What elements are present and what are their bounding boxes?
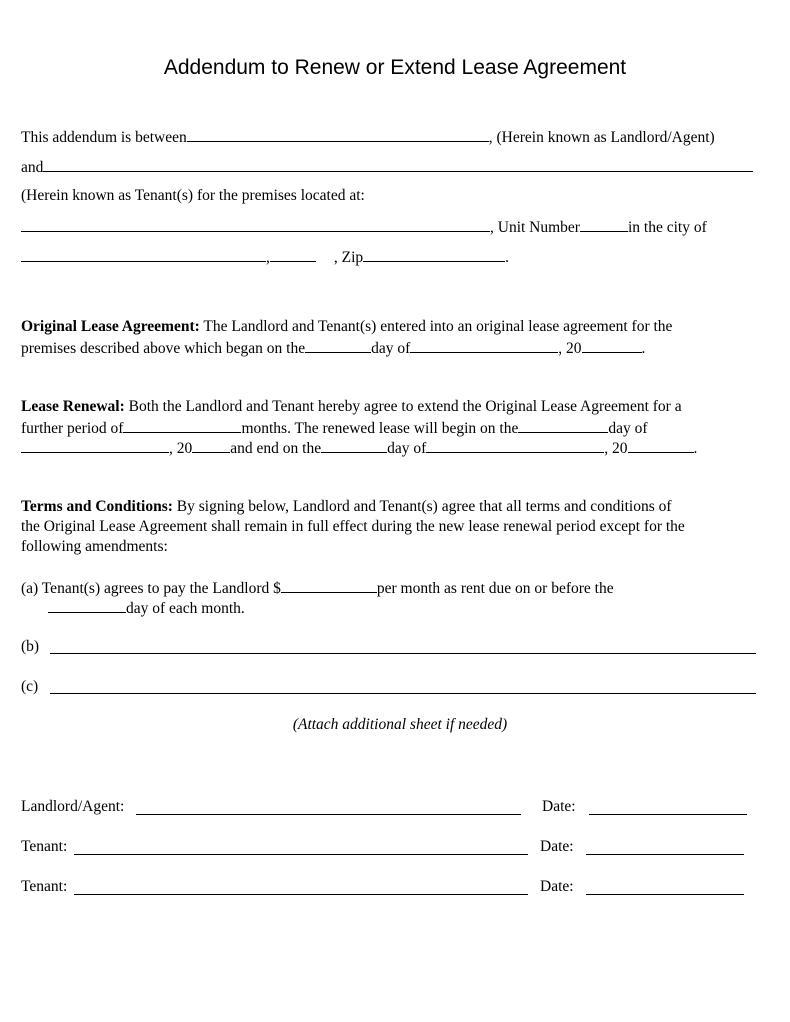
tenant2-date-field[interactable]	[586, 894, 744, 895]
end-on-text: and end on the	[230, 440, 322, 457]
renewal-text-1: Both the Landlord and Tenant hereby agree to extend the Original Lease Agreement for a	[124, 398, 682, 415]
tenant1-signature-field[interactable]	[74, 854, 528, 855]
intro-line-4	[21, 216, 707, 238]
terms-heading: Terms and Conditions:	[21, 498, 173, 515]
renewal-start-year-field[interactable]	[192, 437, 230, 453]
zip-field[interactable]	[363, 246, 505, 262]
original-month-field[interactable]	[410, 337, 558, 353]
terms-line-2: the Original Lease Agreement shall remain in full effect during the new lease renewal period except for the	[21, 518, 685, 535]
rent-amount-field[interactable]	[281, 577, 377, 593]
day-of-text: day of	[608, 420, 648, 437]
period: .	[505, 249, 510, 266]
terms-line-1	[21, 497, 672, 517]
renewal-line-1	[21, 397, 682, 417]
year-prefix: , 20	[604, 440, 628, 457]
landlord-date-label: Date:	[542, 798, 576, 815]
original-year-field[interactable]	[582, 337, 642, 353]
original-text-2: premises described above which began on the	[21, 340, 306, 357]
year-prefix: , 20	[558, 340, 582, 357]
amendment-a-text-3: day of each month.	[126, 600, 245, 617]
renewal-months-field[interactable]	[123, 417, 241, 433]
state-field[interactable]	[270, 246, 316, 262]
comma: ,	[266, 249, 270, 266]
renewal-end-month-field[interactable]	[426, 437, 604, 453]
landlord-signature-label: Landlord/Agent:	[21, 798, 125, 815]
tenant2-signature-field[interactable]	[74, 894, 528, 895]
landlord-name-field[interactable]	[187, 126, 489, 142]
zip-text: , Zip	[333, 249, 364, 266]
premises-address-field[interactable]	[21, 216, 490, 232]
document-title: Addendum to Renew or Extend Lease Agreement	[163, 56, 627, 79]
intro-line-3: (Herein known as Tenant(s) for the premises located at:	[21, 187, 365, 204]
and-text: and	[21, 159, 44, 176]
tenant1-date-label: Date:	[540, 838, 574, 855]
tenant1-date-field[interactable]	[586, 854, 744, 855]
city-of-text: in the city of	[627, 219, 707, 236]
further-period-text: further period of	[21, 420, 124, 437]
original-day-field[interactable]	[305, 337, 371, 353]
renewal-heading: Lease Renewal:	[21, 398, 125, 415]
tenant2-signature-label: Tenant:	[21, 878, 68, 895]
amendment-b-label: (b)	[21, 638, 40, 655]
between-text: This addendum is between	[21, 129, 187, 146]
intro-line-5	[21, 246, 509, 268]
original-text-1: The Landlord and Tenant(s) entered into an original lease agreement for the	[199, 318, 673, 335]
period: .	[693, 440, 698, 457]
renewal-start-month-field[interactable]	[21, 437, 169, 453]
day-of-text: day of	[371, 340, 411, 357]
period: .	[641, 340, 646, 357]
amendment-a-line-1	[21, 577, 614, 599]
rent-due-day-field[interactable]	[48, 597, 126, 613]
terms-line-3: following amendments:	[21, 538, 168, 555]
attach-note: (Attach additional sheet if needed)	[292, 716, 508, 733]
landlord-signature-field[interactable]	[136, 814, 521, 815]
original-line-1	[21, 317, 672, 337]
unit-number-field[interactable]	[580, 216, 628, 232]
months-text: months. The renewed lease will begin on the	[241, 420, 519, 437]
original-heading: Original Lease Agreement:	[21, 318, 200, 335]
amendment-a-text-2: per month as rent due on or before the	[376, 580, 614, 597]
year-prefix: , 20	[169, 440, 193, 457]
tenant2-date-label: Date:	[540, 878, 574, 895]
amendment-a-line-2	[48, 597, 245, 619]
renewal-start-day-field[interactable]	[518, 417, 608, 433]
amendment-b-field[interactable]	[50, 653, 756, 654]
tenant-name-field[interactable]	[43, 156, 753, 172]
city-field[interactable]	[21, 246, 266, 262]
amendment-c-field[interactable]	[50, 693, 756, 694]
intro-line-1	[21, 126, 715, 148]
amendment-a-text: (a) Tenant(s) agrees to pay the Landlord $	[21, 580, 281, 597]
intro-line-2	[21, 156, 753, 178]
renewal-line-2	[21, 417, 648, 439]
terms-text-1: By signing below, Landlord and Tenant(s) agree that all terms and conditions of	[172, 498, 672, 515]
original-line-2	[21, 337, 645, 359]
landlord-date-field[interactable]	[589, 814, 747, 815]
tenant1-signature-label: Tenant:	[21, 838, 68, 855]
amendment-c-label: (c)	[21, 678, 39, 695]
renewal-end-day-field[interactable]	[321, 437, 387, 453]
landlord-suffix: , (Herein known as Landlord/Agent)	[488, 129, 715, 146]
renewal-line-3	[21, 437, 697, 459]
renewal-end-year-field[interactable]	[628, 437, 694, 453]
unit-number-text: , Unit Number	[490, 219, 580, 236]
day-of-text: day of	[387, 440, 427, 457]
